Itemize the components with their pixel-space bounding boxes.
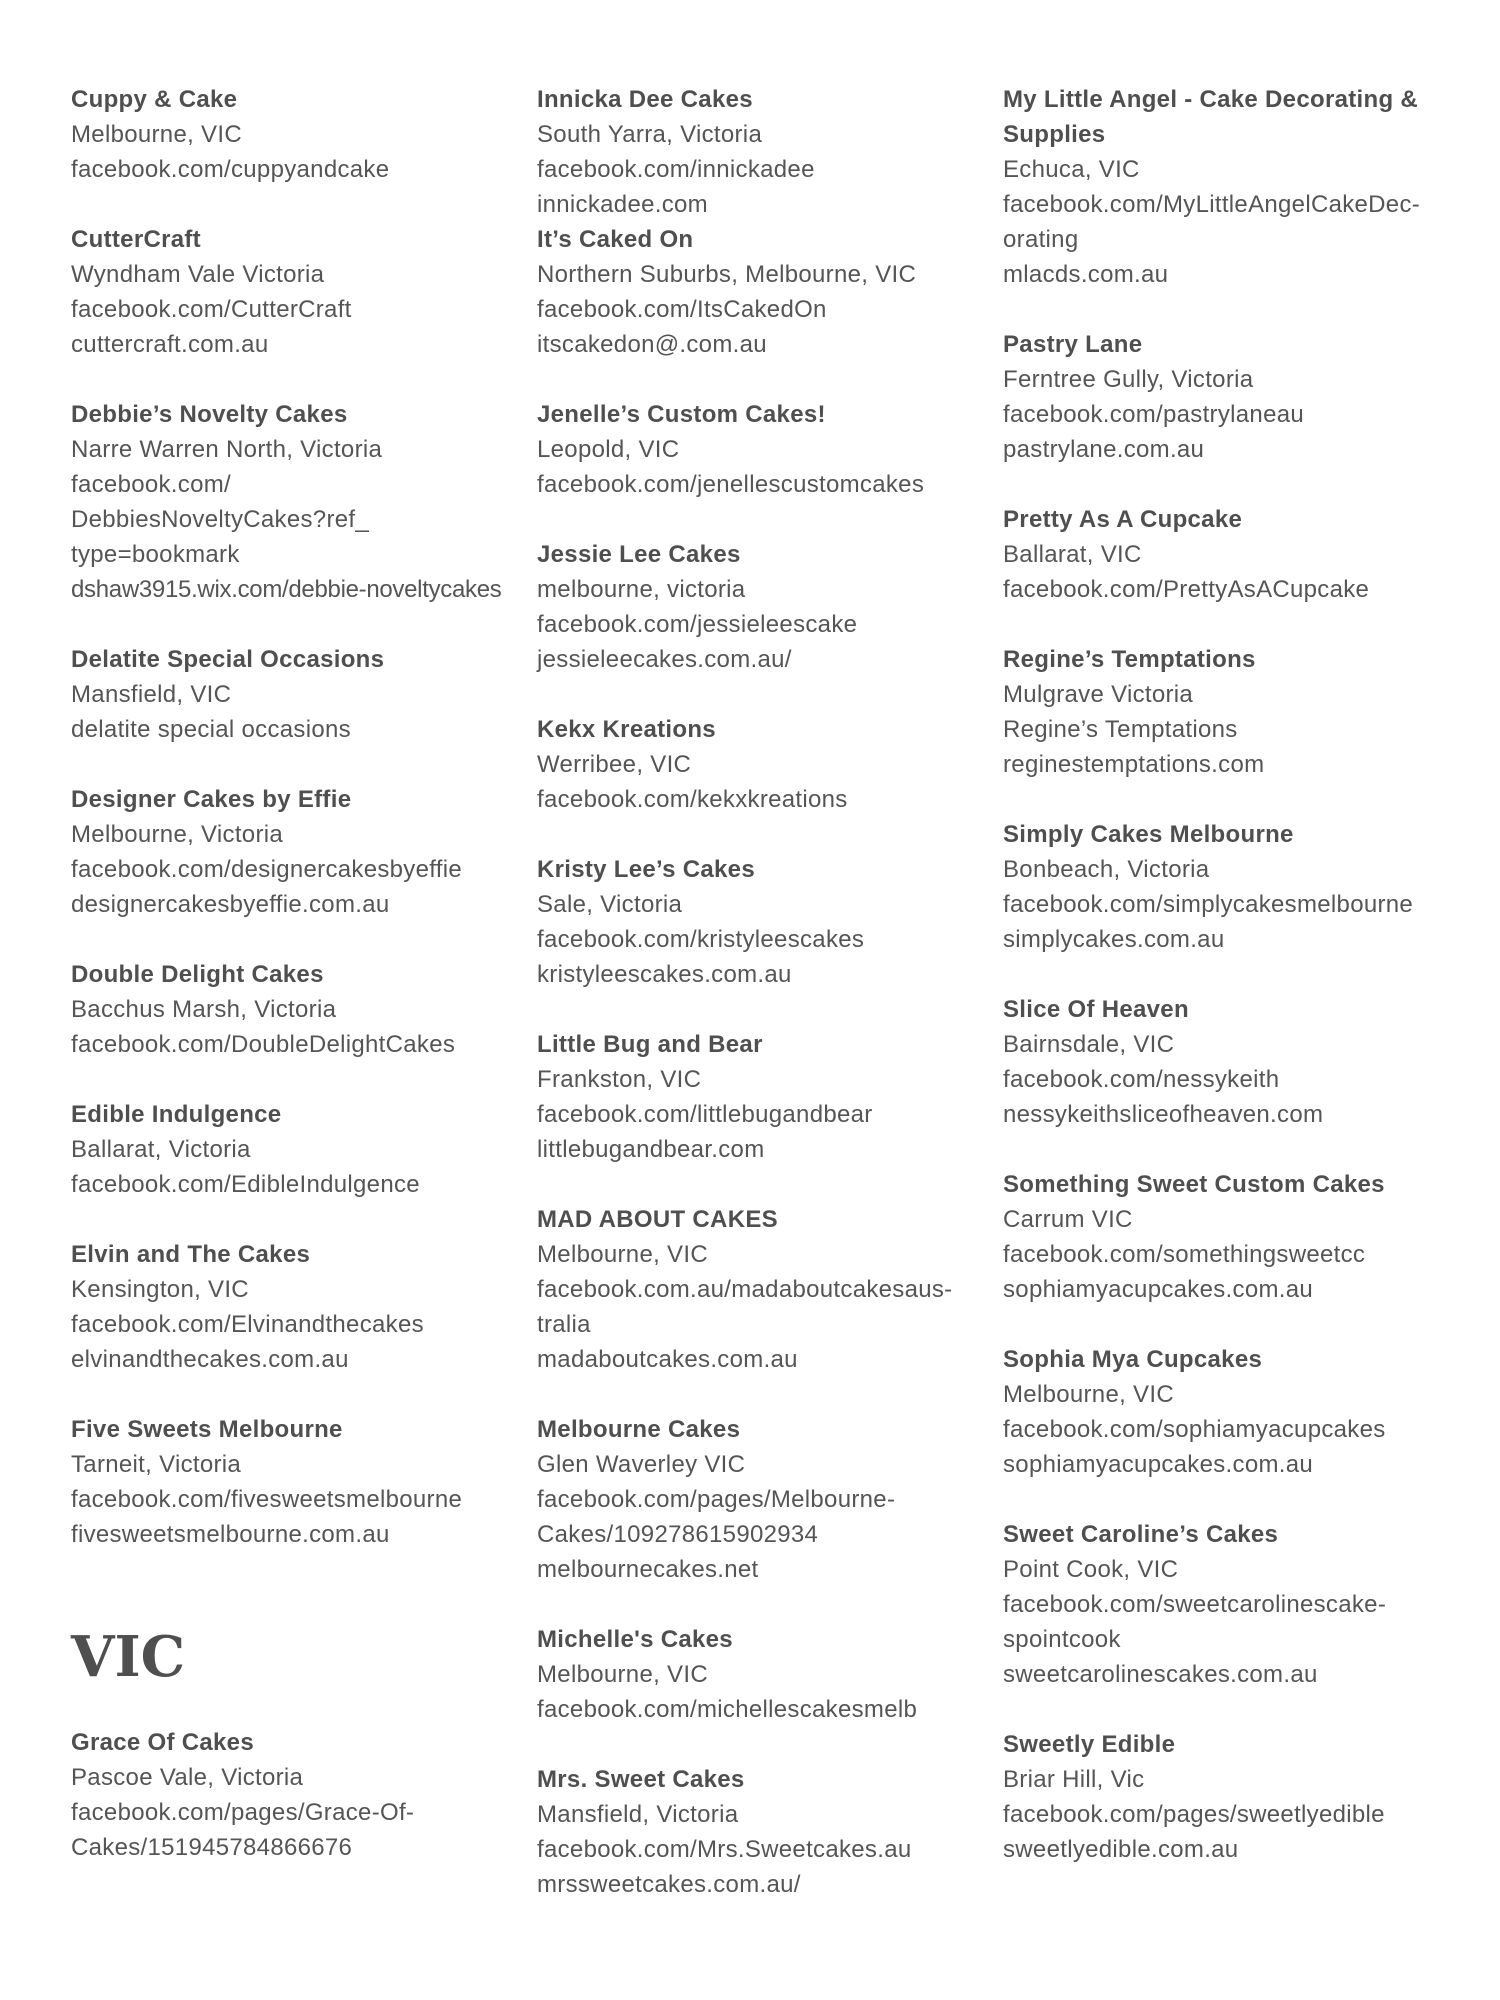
business-link[interactable]: sophiamyacupcakes.com.au: [1003, 1276, 1314, 1303]
business-location: Frankston, VIC: [537, 1066, 702, 1093]
business-location: Glen Waverley VIC: [537, 1451, 746, 1478]
business-name: Sweetly Edible: [1003, 1731, 1176, 1758]
business-link[interactable]: sweetcarolinescakes.com.au: [1003, 1661, 1318, 1688]
business-link[interactable]: facebook.com/littlebugandbear: [537, 1101, 873, 1128]
business-link[interactable]: itscakedon@.com.au: [537, 331, 767, 358]
list-item: [71, 1237, 521, 1377]
business-link[interactable]: facebook.com/CutterCraft: [71, 296, 352, 323]
list-item: [1003, 1342, 1463, 1482]
list-item: [537, 1202, 997, 1377]
business-link[interactable]: facebook.com/innickadee: [537, 156, 815, 183]
business-location: melbourne, victoria: [537, 576, 746, 603]
business-name: Sophia Mya Cupcakes: [1003, 1346, 1263, 1373]
business-name: Sweet Caroline’s Cakes: [1003, 1521, 1279, 1548]
business-link[interactable]: delatite special occasions: [71, 716, 351, 743]
business-link[interactable]: facebook.com/: [71, 471, 231, 498]
business-name: Pastry Lane: [1003, 331, 1143, 358]
business-link[interactable]: facebook.com/kristyleescakes: [537, 926, 865, 953]
business-link[interactable]: dshaw3915.wix.com/debbie-noveltycakes: [71, 576, 502, 603]
business-link[interactable]: melbournecakes.net: [537, 1556, 759, 1583]
list-item: [537, 537, 997, 677]
business-link[interactable]: facebook.com/pages/Grace-Of-: [71, 1799, 415, 1826]
business-link[interactable]: facebook.com/nessykeith: [1003, 1066, 1280, 1093]
list-item: [71, 82, 521, 187]
business-location: Bacchus Marsh, Victoria: [71, 996, 337, 1023]
business-link[interactable]: elvinandthecakes.com.au: [71, 1346, 349, 1373]
business-name: MAD ABOUT CAKES: [537, 1206, 778, 1233]
business-link[interactable]: Regine’s Temptations: [1003, 716, 1238, 743]
business-link[interactable]: facebook.com/somethingsweetcc: [1003, 1241, 1366, 1268]
business-location: Point Cook, VIC: [1003, 1556, 1179, 1583]
business-location: Tarneit, Victoria: [71, 1451, 242, 1478]
business-link[interactable]: facebook.com/cuppyandcake: [71, 156, 390, 183]
business-link[interactable]: facebook.com/jenellescustomcakes: [537, 471, 925, 498]
business-link[interactable]: innickadee.com: [537, 191, 708, 218]
directory-column-3: [1003, 82, 1463, 1902]
list-item: [71, 1725, 521, 1865]
list-item: [537, 852, 997, 992]
business-location: Echuca, VIC: [1003, 156, 1140, 183]
business-link[interactable]: facebook.com/pages/Melbourne-: [537, 1486, 896, 1513]
list-item: [1003, 642, 1463, 782]
business-name: Little Bug and Bear: [537, 1031, 763, 1058]
business-link[interactable]: mrssweetcakes.com.au/: [537, 1871, 801, 1898]
list-item: [1003, 327, 1463, 467]
list-item: [71, 1412, 521, 1552]
business-location: Mansfield, Victoria: [537, 1801, 739, 1828]
business-name-continued: Supplies: [1003, 121, 1106, 148]
business-link[interactable]: facebook.com/pastrylaneau: [1003, 401, 1305, 428]
business-link[interactable]: type=bookmark: [71, 541, 240, 568]
business-location: Melbourne, VIC: [1003, 1381, 1174, 1408]
business-location: Sale, Victoria: [537, 891, 683, 918]
business-link[interactable]: reginestemptations.com: [1003, 751, 1265, 778]
list-item: [537, 82, 997, 222]
business-name: Slice Of Heaven: [1003, 996, 1189, 1023]
business-link[interactable]: facebook.com/pages/sweetlyedible: [1003, 1801, 1385, 1828]
business-link[interactable]: Cakes/151945784866676: [71, 1834, 353, 1861]
business-link[interactable]: tralia: [537, 1311, 591, 1338]
business-location: Bairnsdale, VIC: [1003, 1031, 1175, 1058]
section-heading: VIC: [71, 1624, 186, 1690]
business-link[interactable]: orating: [1003, 226, 1079, 253]
business-link[interactable]: facebook.com/jessieleescake: [537, 611, 858, 638]
business-name: Double Delight Cakes: [71, 961, 324, 988]
business-location: Carrum VIC: [1003, 1206, 1133, 1233]
business-name: Mrs. Sweet Cakes: [537, 1766, 745, 1793]
list-item: [537, 712, 997, 817]
business-name: Cuppy & Cake: [71, 86, 238, 113]
business-name: Innicka Dee Cakes: [537, 86, 753, 113]
business-name: Delatite Special Occasions: [71, 646, 385, 673]
business-name: CutterCraft: [71, 226, 201, 253]
business-name: Simply Cakes Melbourne: [1003, 821, 1294, 848]
list-item: [1003, 82, 1463, 292]
list-item: [1003, 1167, 1463, 1307]
business-name: Five Sweets Melbourne: [71, 1416, 343, 1443]
business-name: Regine’s Temptations: [1003, 646, 1256, 673]
business-location: Mulgrave Victoria: [1003, 681, 1194, 708]
business-location: Leopold, VIC: [537, 436, 680, 463]
business-link[interactable]: facebook.com/fivesweetsmelbourne: [71, 1486, 463, 1513]
business-link[interactable]: DebbiesNoveltyCakes?ref_: [71, 506, 370, 533]
business-name: Debbie’s Novelty Cakes: [71, 401, 348, 428]
business-link[interactable]: cuttercraft.com.au: [71, 331, 269, 358]
business-location: Kensington, VIC: [71, 1276, 249, 1303]
business-link[interactable]: facebook.com/EdibleIndulgence: [71, 1171, 420, 1198]
list-item: [71, 782, 521, 922]
business-location: Melbourne, Victoria: [71, 821, 284, 848]
business-location: Melbourne, VIC: [71, 121, 242, 148]
business-name: It’s Caked On: [537, 226, 694, 253]
business-link[interactable]: nessykeithsliceofheaven.com: [1003, 1101, 1324, 1128]
business-link[interactable]: facebook.com/DoubleDelightCakes: [71, 1031, 456, 1058]
business-location: Ferntree Gully, Victoria: [1003, 366, 1254, 393]
business-link[interactable]: littlebugandbear.com: [537, 1136, 765, 1163]
business-link[interactable]: mlacds.com.au: [1003, 261, 1169, 288]
list-item: [1003, 992, 1463, 1132]
business-name: Kristy Lee’s Cakes: [537, 856, 755, 883]
business-link[interactable]: sweetlyedible.com.au: [1003, 1836, 1239, 1863]
business-name: My Little Angel - Cake Decorating &: [1003, 86, 1419, 113]
business-name: Jenelle’s Custom Cakes!: [537, 401, 826, 428]
business-name: Designer Cakes by Effie: [71, 786, 352, 813]
list-item: [1003, 817, 1463, 957]
business-link[interactable]: facebook.com/Mrs.Sweetcakes.au: [537, 1836, 912, 1863]
business-link[interactable]: jessieleecakes.com.au/: [537, 646, 792, 673]
list-item: [71, 1097, 521, 1202]
business-name: Pretty As A Cupcake: [1003, 506, 1243, 533]
business-link[interactable]: spointcook: [1003, 1626, 1121, 1653]
business-location: Ballarat, Victoria: [71, 1136, 251, 1163]
list-item: [537, 1027, 997, 1167]
business-location: Ballarat, VIC: [1003, 541, 1142, 568]
business-location: Melbourne, VIC: [537, 1661, 708, 1688]
list-item: [71, 222, 521, 362]
business-location: Wyndham Vale Victoria: [71, 261, 325, 288]
list-item: [1003, 1727, 1463, 1867]
business-link[interactable]: facebook.com/michellescakesmelb: [537, 1696, 918, 1723]
business-name: Melbourne Cakes: [537, 1416, 741, 1443]
business-link[interactable]: facebook.com.au/madaboutcakesaus-: [537, 1276, 953, 1303]
business-location: Werribee, VIC: [537, 751, 692, 778]
business-link[interactable]: facebook.com/kekxkreations: [537, 786, 848, 813]
list-item: [1003, 1517, 1463, 1692]
list-item: [537, 222, 997, 362]
business-name: Jessie Lee Cakes: [537, 541, 741, 568]
business-name: Something Sweet Custom Cakes: [1003, 1171, 1385, 1198]
business-name: Michelle's Cakes: [537, 1626, 733, 1653]
business-location: South Yarra, Victoria: [537, 121, 763, 148]
list-item: [71, 957, 521, 1062]
business-location: Briar Hill, Vic: [1003, 1766, 1145, 1793]
business-link[interactable]: pastrylane.com.au: [1003, 436, 1205, 463]
list-item: [537, 1762, 997, 1902]
business-link[interactable]: designercakesbyeffie.com.au: [71, 891, 390, 918]
business-link[interactable]: facebook.com/sophiamyacupcakes: [1003, 1416, 1386, 1443]
list-item: [537, 1622, 997, 1727]
business-link[interactable]: facebook.com/sweetcarolinescake-: [1003, 1591, 1387, 1618]
directory-column-1: [71, 82, 521, 1900]
list-item: [537, 397, 997, 502]
business-link[interactable]: madaboutcakes.com.au: [537, 1346, 798, 1373]
business-link[interactable]: facebook.com/MyLittleAngelCakeDec-: [1003, 191, 1421, 218]
business-link[interactable]: facebook.com/PrettyAsACupcake: [1003, 576, 1370, 603]
list-item: [71, 642, 521, 747]
list-item: [71, 397, 521, 607]
business-location: Narre Warren North, Victoria: [71, 436, 383, 463]
business-link[interactable]: facebook.com/ItsCakedOn: [537, 296, 827, 323]
business-location: Northern Suburbs, Melbourne, VIC: [537, 261, 917, 288]
business-link[interactable]: fivesweetsmelbourne.com.au: [71, 1521, 390, 1548]
business-location: Pascoe Vale, Victoria: [71, 1764, 304, 1791]
business-name: Edible Indulgence: [71, 1101, 282, 1128]
business-link[interactable]: facebook.com/simplycakesmelbourne: [1003, 891, 1414, 918]
business-name: Grace Of Cakes: [71, 1729, 254, 1756]
business-name: Kekx Kreations: [537, 716, 716, 743]
business-link[interactable]: simplycakes.com.au: [1003, 926, 1225, 953]
business-link[interactable]: sophiamyacupcakes.com.au: [1003, 1451, 1314, 1478]
list-item: [537, 1412, 997, 1587]
business-link[interactable]: Cakes/109278615902934: [537, 1521, 819, 1548]
directory-column-2: [537, 82, 997, 1937]
business-link[interactable]: facebook.com/designercakesbyeffie: [71, 856, 463, 883]
list-item: [1003, 502, 1463, 607]
business-location: Mansfield, VIC: [71, 681, 232, 708]
business-location: Bonbeach, Victoria: [1003, 856, 1210, 883]
business-name: Elvin and The Cakes: [71, 1241, 311, 1268]
business-location: Melbourne, VIC: [537, 1241, 708, 1268]
business-link[interactable]: kristyleescakes.com.au: [537, 961, 792, 988]
business-link[interactable]: facebook.com/Elvinandthecakes: [71, 1311, 424, 1338]
